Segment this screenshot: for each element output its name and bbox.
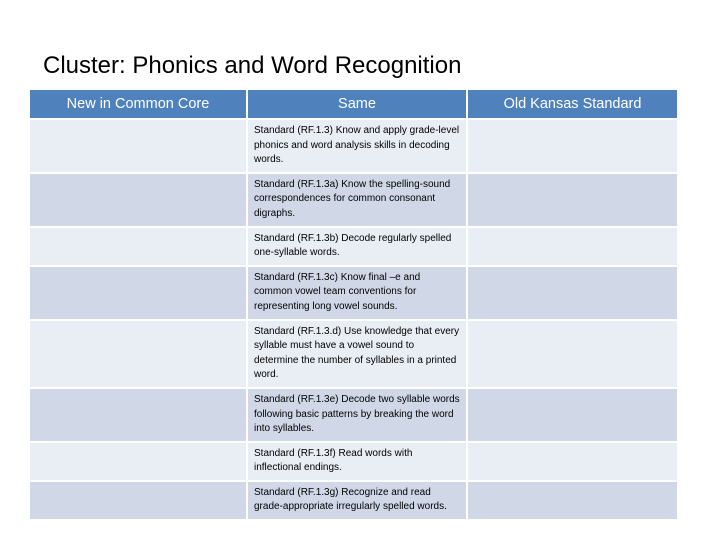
table-cell-old bbox=[468, 319, 677, 387]
table-cell-new bbox=[30, 319, 246, 387]
table-cell-old bbox=[468, 226, 677, 265]
table-cell-same: Standard (RF.1.3f) Read words with inflectional endings. bbox=[248, 441, 466, 480]
table-cell-same: Standard (RF.1.3g) Recognize and read grade-appropriate irregularly spelled words. bbox=[248, 480, 466, 519]
table-cell-old bbox=[468, 480, 677, 519]
column-header-same: Same bbox=[248, 90, 466, 118]
table-cell-new bbox=[30, 226, 246, 265]
table-cell-old bbox=[468, 441, 677, 480]
table-cell-same: Standard (RF.1.3c) Know final –e and common vowel team conventions for representing long vowel sounds. bbox=[248, 265, 466, 319]
table-cell-new bbox=[30, 172, 246, 226]
table-cell-new bbox=[30, 118, 246, 172]
column-header-new: New in Common Core bbox=[30, 90, 246, 118]
table-cell-old bbox=[468, 387, 677, 441]
table-cell-old bbox=[468, 118, 677, 172]
standards-table bbox=[30, 90, 677, 519]
table-cell-same: Standard (RF.1.3b) Decode regularly spelled one-syllable words. bbox=[248, 226, 466, 265]
table-cell-new bbox=[30, 387, 246, 441]
column-header-old: Old Kansas Standard bbox=[468, 90, 677, 118]
table-cell-new bbox=[30, 265, 246, 319]
table-cell-old bbox=[468, 172, 677, 226]
table-cell-same: Standard (RF.1.3) Know and apply grade-level phonics and word analysis skills in decoding words. bbox=[248, 118, 466, 172]
table-cell-new bbox=[30, 480, 246, 519]
table-cell-same: Standard (RF.1.3.d) Use knowledge that every syllable must have a vowel sound to determine the number of syllables in a printed word. bbox=[248, 319, 466, 387]
slide-title: Cluster: Phonics and Word Recognition bbox=[43, 52, 462, 79]
table-cell-same: Standard (RF.1.3e) Decode two syllable words following basic patterns by breaking the word into syllables. bbox=[248, 387, 466, 441]
table-cell-new bbox=[30, 441, 246, 480]
table-cell-same: Standard (RF.1.3a) Know the spelling-sound correspondences for common consonant digraphs. bbox=[248, 172, 466, 226]
table-cell-old bbox=[468, 265, 677, 319]
